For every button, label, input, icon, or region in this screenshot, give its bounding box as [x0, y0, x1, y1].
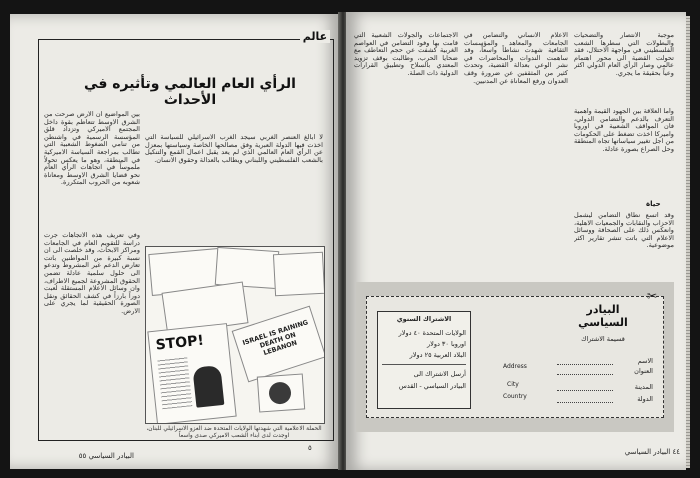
left-footer [44, 452, 134, 460]
right-page-number: ٤٤ [672, 448, 680, 456]
price-line-4: أرسل الاشتراك الى [413, 370, 466, 378]
clipping-top-3 [273, 252, 325, 297]
right-footer-title: البيادر السياسي [624, 448, 671, 456]
clipping-stop [147, 323, 236, 424]
subscription-panel [356, 282, 674, 432]
right-col-1-label: حياة [646, 200, 661, 208]
form-title [553, 303, 653, 329]
price-line-2: اوروبا ٣٠ دولار [426, 340, 466, 348]
col-right-top: لا ابالغ العنصر الغربي سيجد الغرب الاسرائيلي للسياسة التي اخذت فيها الدولة العبرية وفق مصالحها الخاصة وسياستها بمعزل عن الرأي العام العالمي الذي لم يعد يقبل اعمال القمع والتنكيل بالشعب الفلسطيني واللبناني ويطالب بالعدالة وحقوق الانسان. [145, 134, 323, 164]
left-page-number: ٥٥ [78, 452, 87, 460]
form-latin-country: Country [503, 393, 527, 400]
clipping-bottom-photo [257, 373, 305, 412]
child-photo [268, 381, 291, 404]
page-edges [686, 16, 690, 468]
left-page [10, 14, 340, 469]
price-line-1: الولايات المتحدة ٤٠ دولار [398, 329, 466, 337]
form-title-line-1: البيادر [586, 303, 620, 316]
price-line-5: البيادر السياسي - القدس [398, 382, 466, 390]
right-col-1-bottom: وقد اتسع نطاق التضامن ليشمل الاحزاب والنقابات والجمعيات الاهلية، وانعكس ذلك على الصحافة ووسائل الاعلام التي باتت تنشر تقارير اكثر موضوعية. [574, 212, 674, 250]
israel-headline: ISRAEL IS RAINING DEATH ON LEBANON [241, 318, 310, 358]
right-col-2-text: الاعلام الانساني والتضامن في الجامعات والمعاهد والمؤسسات الثقافية شهدت نشاطاً واسعاً، وقد ساهمت الندوات والمحاضرات في نشر الوعي بعدالة القضية، وتحدث كثير من المثقفين عن ضرورة وقف العدوان ورفع المعاناة عن المدنيين. [464, 32, 568, 85]
scissors-icon: ✂ [646, 289, 657, 303]
clipping-collage [145, 246, 325, 424]
col-left-bottom: وفي تعريف هذه الاتجاهات جرت دراسة للتقويم العام في الجامعات ومراكز الابحاث، وقد خلصت الى ان نسبة كبيرة من المواطنين باتت تعارض الدعم غير المشروط وتدعو الى حلول سلمية عادلة تضمن الحقوق المشروعة لجميع الاطراف، وان وسائل الاعلام المستقلة لعبت دوراً بارزاً في كشف الحقائق ونقل الصورة الحقيقية لما يجري على الارض. [44, 232, 140, 315]
collage-caption: الحملة الاعلامية التي شهدتها الولايات المتحدة ضد الغزو الاسرائيلي للبنان، اوجدت لدى ابناء الشعب الاميركي صدى واسعاً [146, 426, 322, 439]
price-line-3: البلاد العربية ٢٥ دولار [409, 351, 466, 359]
left-page-marker: ٥ [308, 444, 312, 452]
form-subtitle: قسيمة الاشتراك [581, 335, 625, 343]
right-col-1-mid: وأما العلاقة بين الجهود القيمة وأهمية التعرف بالدعم والتضامن الدولي، فان المواقف الشعبية في اوروبا واميركا اخذت تضغط على الحكومات من اجل تغيير سياساتها تجاه المنطقة وحل الصراع بصورة عادلة. [574, 108, 674, 153]
form-field-city: المدينة [634, 383, 653, 391]
right-col-1-text: موجبة الانتصار والتضحيات والبطولات التي سطرها الشعب الفلسطيني في مواجهة الاحتلال، فقد تحولت القضية الى محور اهتمام عالمي وصار الرأي العام الدولي اكثر وعياً بحقيقة ما يجري. [574, 32, 674, 77]
form-field-address: العنوان [634, 367, 653, 375]
price-box-heading: الاشتراك السنوي [396, 315, 452, 323]
headline: الرأي العام العالمي وتأثيره في الأحداث [84, 76, 296, 108]
form-address-line[interactable] [557, 374, 613, 375]
price-divider [382, 364, 466, 365]
price-box [377, 311, 471, 409]
section-label: عالم [300, 30, 330, 43]
clipping-top-2 [215, 247, 279, 289]
form-name-line[interactable] [557, 364, 613, 365]
right-page [346, 12, 686, 470]
coupon-border [366, 289, 664, 418]
form-latin-city: City [507, 381, 519, 388]
form-city-line[interactable] [557, 390, 613, 391]
stop-lines [157, 356, 192, 409]
right-footer [560, 448, 680, 456]
col-left-top: بين المواضيع ان الارض صرحت من الشرق الاوسط تتعاظم بقوة داخل المجتمع الاميركي وتزداد قلق المؤسسة الرسمية في واشنطن من تنامي الضغوط الشعبية التي تطالب بمراجعة السياسة الاميركية في المنطقة، وهو ما يعكس تحولاً ملموساً في اتجاهات الرأي العام نحو قضايا الشرق الاوسط ومعاناة شعوبه من الحروب المتكررة. [44, 111, 140, 187]
form-field-name: الاسم [637, 357, 653, 365]
stop-text: STOP! [154, 332, 205, 354]
form-latin-address: Address [503, 363, 527, 370]
form-title-line-2: السياسي [578, 316, 628, 329]
woman-photo [192, 365, 224, 408]
right-col-3-text: الاجتماعات والجولات الشعبية التي قامت بها وفود التضامن في العواصم الغربية كشفت عن حجم التعاطف مع ضحايا الحرب، وطالبت بوقف تزويد المعتدي بالسلاح وتطبيق القرارات الدولية ذات الصلة. [354, 32, 458, 77]
form-country-line[interactable] [557, 402, 613, 403]
form-field-country: الدولة [637, 395, 653, 403]
left-footer-title: البيادر السياسي [88, 452, 134, 460]
